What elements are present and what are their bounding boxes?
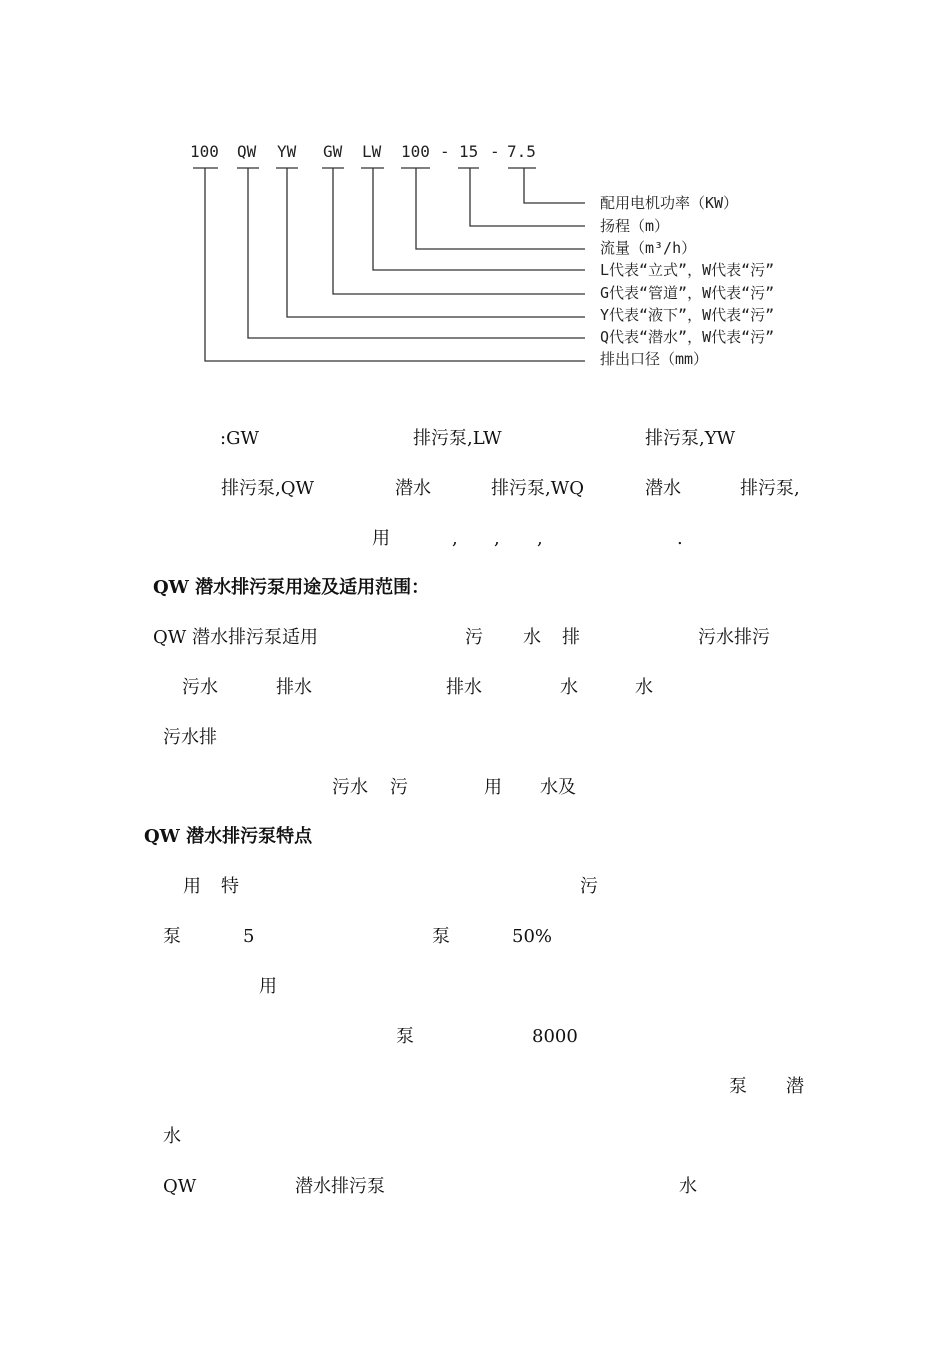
- text-fragment: 泵: [396, 1026, 414, 1047]
- text-fragment: 5: [243, 926, 255, 947]
- code-dash-2: -: [490, 142, 500, 161]
- section-heading-features: QW 潜水排污泵特点: [144, 826, 313, 847]
- code-yw: YW: [277, 142, 297, 161]
- text-fragment: 水: [635, 677, 653, 698]
- code-lw: LW: [362, 142, 382, 161]
- text-fragment: ,: [494, 528, 500, 549]
- text-fragment: 排污泵,LW: [413, 428, 502, 449]
- code-gw: GW: [323, 142, 343, 161]
- label-flow: 流量（m³/h）: [600, 239, 697, 257]
- text-fragment: 水: [163, 1126, 181, 1147]
- text-fragment: 排污泵,WQ: [491, 478, 584, 499]
- text-fragment: .: [677, 528, 683, 549]
- text-fragment: 污水: [332, 777, 368, 798]
- text-fragment: 污: [580, 876, 598, 897]
- leader-lines: [205, 168, 585, 361]
- code-100: 100: [190, 142, 219, 161]
- text-fragment: ,: [452, 528, 458, 549]
- text-fragment: QW 潜水排污泵适用: [153, 627, 318, 648]
- text-fragment: 污水: [182, 677, 218, 698]
- section-heading-usage: QW 潜水排污泵用途及适用范围：: [153, 577, 430, 598]
- code-flow: 100: [401, 142, 430, 161]
- label-pipeline: G代表“管道”，W代表“污”: [600, 284, 775, 302]
- text-fragment: 用: [484, 777, 502, 798]
- text-fragment: ,: [537, 528, 543, 549]
- text-fragment: 50%: [512, 926, 553, 947]
- text-fragment: 污: [390, 777, 408, 798]
- text-fragment: 用: [259, 976, 277, 997]
- text-fragment: 潜水: [395, 478, 431, 499]
- text-fragment: 用: [183, 876, 201, 897]
- text-fragment: 泵: [163, 926, 181, 947]
- text-fragment: 排: [562, 627, 580, 648]
- text-fragment: QW: [163, 1176, 197, 1197]
- text-fragment: 排水: [276, 677, 312, 698]
- code-qw: QW: [237, 142, 257, 161]
- label-submersible: Q代表“潜水”，W代表“污”: [600, 328, 775, 346]
- text-fragment: 污水排: [163, 727, 217, 748]
- label-motor-power: 配用电机功率（KW）: [600, 194, 739, 212]
- label-outlet-diameter: 排出口径（mm）: [600, 350, 709, 368]
- text-fragment: 泵: [432, 926, 450, 947]
- text-fragment: 8000: [532, 1026, 578, 1047]
- code-head: 15: [459, 142, 479, 161]
- text-fragment: 水及: [540, 777, 576, 798]
- text-fragment: 泵: [729, 1076, 747, 1097]
- text-fragment: 污水排污: [698, 627, 770, 648]
- model-code-diagram: [0, 0, 950, 400]
- text-fragment: 水: [560, 677, 578, 698]
- text-fragment: 排污泵,YW: [645, 428, 736, 449]
- label-submerged-liquid: Y代表“液下”，W代表“污”: [600, 306, 775, 324]
- label-head: 扬程（m）: [600, 217, 670, 235]
- label-vertical: L代表“立式”，W代表“污”: [600, 261, 775, 279]
- code-power: 7.5: [507, 142, 536, 161]
- text-fragment: 潜水排污泵: [295, 1176, 385, 1197]
- text-fragment: 潜: [786, 1076, 804, 1097]
- text-fragment: 水: [679, 1176, 697, 1197]
- text-fragment: 特: [221, 876, 239, 897]
- text-fragment: 用: [372, 528, 390, 549]
- text-fragment: 排污泵,: [740, 478, 800, 499]
- code-dash-1: -: [440, 142, 450, 161]
- text-fragment: :GW: [220, 428, 259, 449]
- text-fragment: 排污泵,QW: [221, 478, 314, 499]
- text-fragment: 排水: [446, 677, 482, 698]
- text-fragment: 污: [465, 627, 483, 648]
- text-fragment: 水: [523, 627, 541, 648]
- text-fragment: 潜水: [645, 478, 681, 499]
